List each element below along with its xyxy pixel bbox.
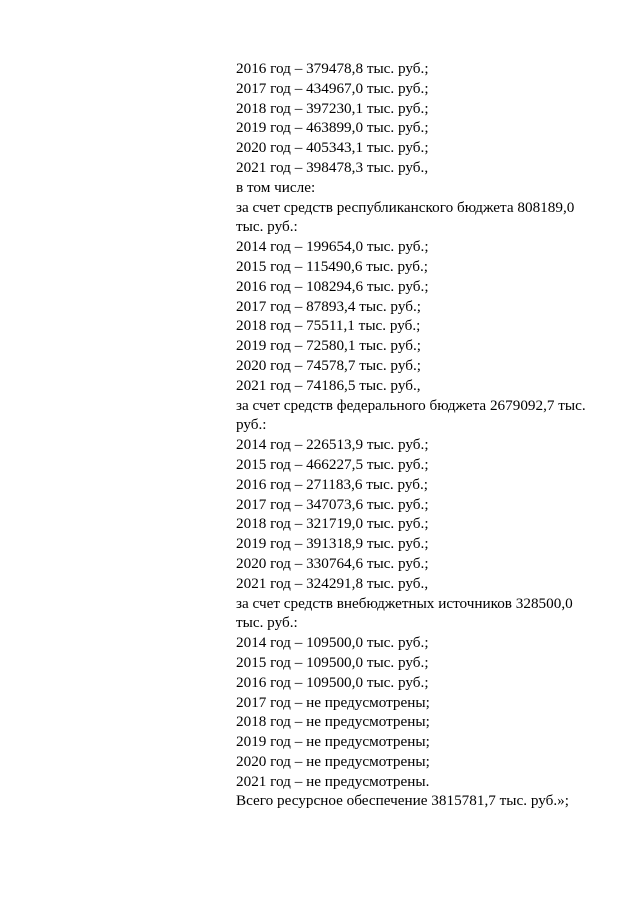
extrabudgetary-line-2014: 2014 год – 109500,0 тыс. руб.; <box>236 634 429 652</box>
republican-line-2014: 2014 год – 199654,0 тыс. руб.; <box>236 238 429 256</box>
budget-line-2017-total: 2017 год – 434967,0 тыс. руб.; <box>236 79 429 97</box>
federal-line-2015: 2015 год – 466227,5 тыс. руб.; <box>236 455 429 473</box>
extrabudgetary-line-2015: 2015 год – 109500,0 тыс. руб.; <box>236 653 429 671</box>
republican-line-2020: 2020 год – 74578,7 тыс. руб.; <box>236 356 421 374</box>
budget-line-2019-total: 2019 год – 463899,0 тыс. руб.; <box>236 119 429 137</box>
federal-line-2016: 2016 год – 271183,6 тыс. руб.; <box>236 475 428 493</box>
federal-line-2014: 2014 год – 226513,9 тыс. руб.; <box>236 436 429 454</box>
republican-budget-heading: за счет средств республиканского бюджета 808189,0 <box>236 198 575 216</box>
extrabudgetary-line-2019: 2019 год – не предусмотрены; <box>236 733 430 751</box>
extrabudgetary-heading: за счет средств внебюджетных источников 328500,0 <box>236 594 573 612</box>
republican-line-2021: 2021 год – 74186,5 тыс. руб., <box>236 376 421 394</box>
federal-budget-heading: за счет средств федерального бюджета 2679092,7 тыс. <box>236 396 586 414</box>
federal-line-2020: 2020 год – 330764,6 тыс. руб.; <box>236 554 429 572</box>
budget-line-2020-total: 2020 год – 405343,1 тыс. руб.; <box>236 139 429 157</box>
extrabudgetary-line-2016: 2016 год – 109500,0 тыс. руб.; <box>236 673 429 691</box>
budget-text-block <box>236 59 596 811</box>
republican-budget-heading-cont: тыс. руб.: <box>236 218 298 236</box>
federal-line-2021: 2021 год – 324291,8 тыс. руб., <box>236 574 429 592</box>
republican-line-2018: 2018 год – 75511,1 тыс. руб.; <box>236 317 421 335</box>
republican-line-2019: 2019 год – 72580,1 тыс. руб.; <box>236 337 421 355</box>
budget-line-2021-total: 2021 год – 398478,3 тыс. руб., <box>236 158 429 176</box>
extrabudgetary-line-2021: 2021 год – не предусмотрены. <box>236 772 430 790</box>
extrabudgetary-line-2017: 2017 год – не предусмотрены; <box>236 693 430 711</box>
extrabudgetary-heading-cont: тыс. руб.: <box>236 614 298 632</box>
including-label: в том числе: <box>236 178 316 196</box>
republican-line-2016: 2016 год – 108294,6 тыс. руб.; <box>236 277 429 295</box>
budget-line-2016-total: 2016 год – 379478,8 тыс. руб.; <box>236 60 429 77</box>
budget-line-2018-total: 2018 год – 397230,1 тыс. руб.; <box>236 99 429 117</box>
republican-line-2017: 2017 год – 87893,4 тыс. руб.; <box>236 297 421 315</box>
federal-line-2017: 2017 год – 347073,6 тыс. руб.; <box>236 495 429 513</box>
extrabudgetary-line-2018: 2018 год – не предусмотрены; <box>236 713 430 731</box>
republican-line-2015: 2015 год – 115490,6 тыс. руб.; <box>236 257 428 275</box>
federal-line-2018: 2018 год – 321719,0 тыс. руб.; <box>236 515 429 533</box>
federal-line-2019: 2019 год – 391318,9 тыс. руб.; <box>236 535 429 553</box>
total-resource-line: Всего ресурсное обеспечение 3815781,7 тыс. руб.»; <box>236 792 569 810</box>
federal-budget-heading-cont: руб.: <box>236 416 267 434</box>
extrabudgetary-line-2020: 2020 год – не предусмотрены; <box>236 752 430 770</box>
